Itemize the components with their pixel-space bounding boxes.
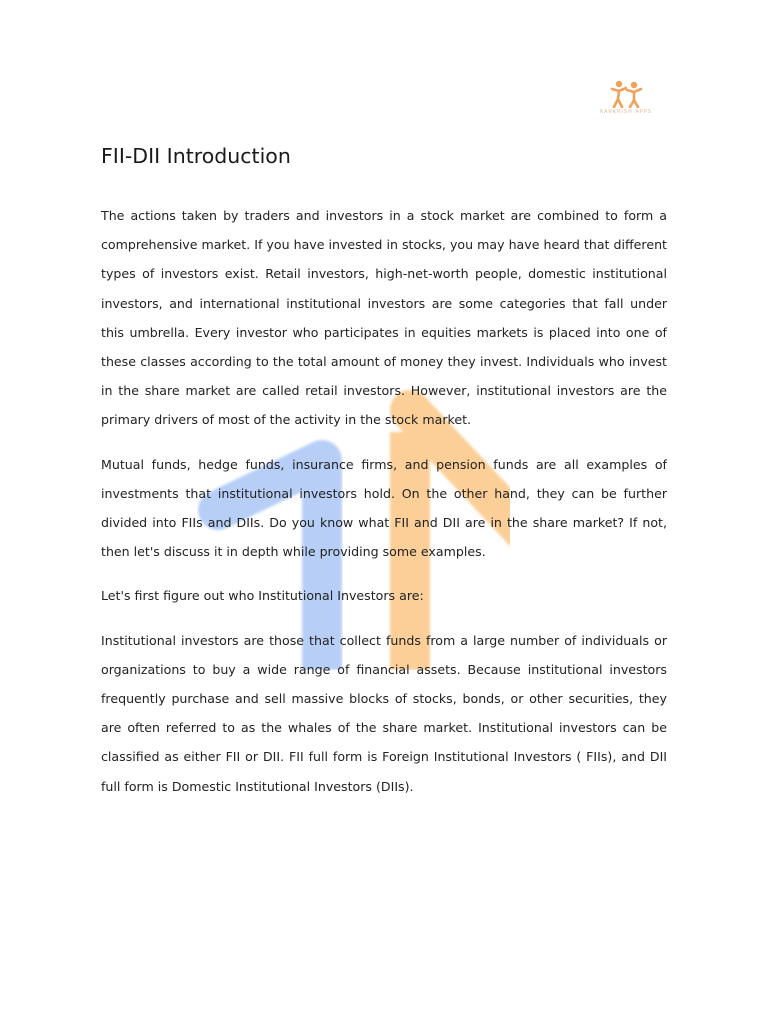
brand-logo (592, 80, 660, 124)
body-content (101, 201, 667, 816)
paragraph-institutional-examples: Mutual funds, hedge funds, insurance firms, and pension funds are all examples of investments that institutional investors hold. On the other hand, they can be further divided into FIIs and DIIs. Do you know what FII and DII are in the share market? If not, then let's discuss it in depth while providing some examples. (101, 456, 667, 560)
paragraph-lead-in: Let's first figure out who Institutional Investors are: (101, 588, 424, 604)
page-title: FII-DII Introduction (101, 144, 291, 168)
paragraph-intro: The actions taken by traders and investors in a stock market are combined to form a comprehensive market. If you have invested in stocks, you may have heard that different types of investors exist. Retail investors, high-net-worth people, domestic institutional investors, and international institutional investors are some categories that fall under this umbrella. Every investor who participates in equities markets is placed into one of these classes according to the total amount of money they invest. Individuals who invest in the share market are called retail investors. However, institutional investors are the primary drivers of most of the activity in the stock market. (101, 208, 667, 428)
people-icon (607, 80, 645, 108)
paragraph-institutional-definition: Institutional investors are those that collect funds from a large number of individuals or organizations to buy a wide range of financial assets. Because institutional investors frequently purchase and sell massive blocks of stocks, bonds, or other securities, they are often referred to as the whales of the share market. Institutional investors can be classified as either FII or DII. FII full form is Foreign Institutional Investors ( FIIs), and DII full form is Domestic Institutional Investors (DIIs). (101, 632, 667, 794)
logo-text: KAVKRISH APPS (599, 109, 653, 115)
